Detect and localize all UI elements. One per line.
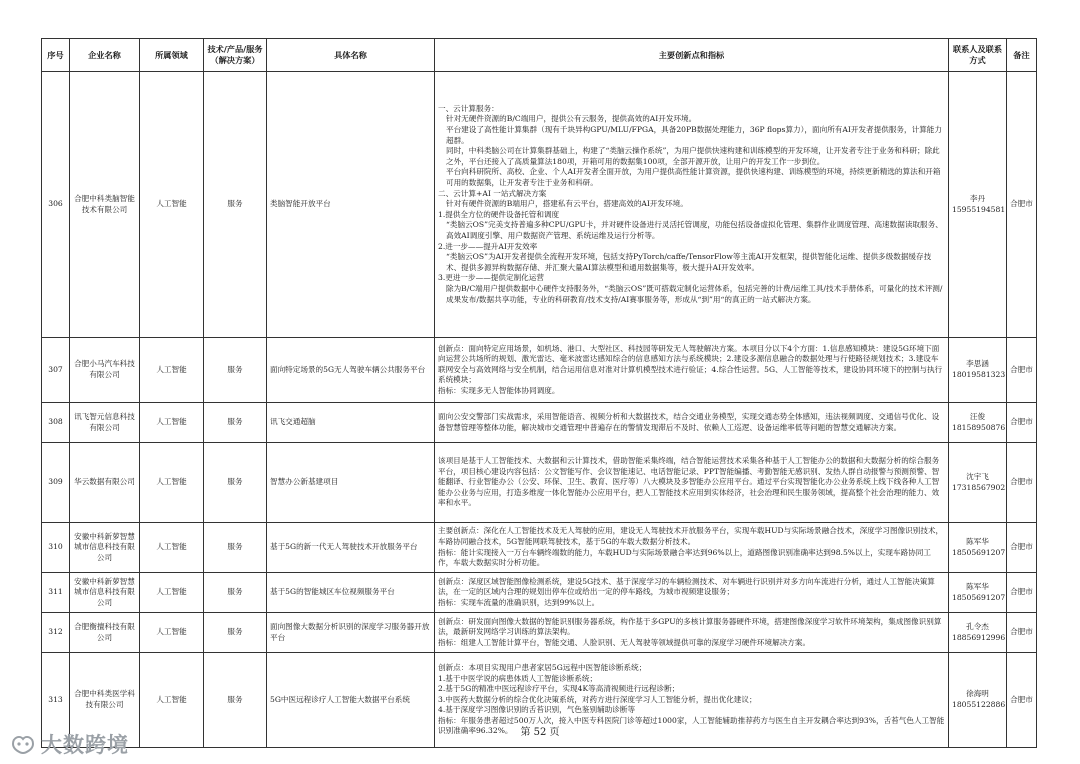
cell-contact — [949, 573, 1007, 613]
detail-line: 指标：实现车流量的准确识别，达到99%以上。 — [438, 597, 600, 607]
cell-name: 基于5G的新一代无人驾驶技术开放服务平台 — [267, 523, 435, 573]
cell-detail — [435, 72, 949, 338]
contact-person: 李思涵 — [966, 359, 989, 369]
cell-note: 合肥市 — [1007, 72, 1037, 338]
cell-no: 308 — [42, 403, 70, 443]
detail-line: 主要创新点：深化在人工智能技术及无人驾驶的应用，建设无人驾驶技术开放服务平台，实现车载HUD与实际场景融合技术，深度学习图像识别技术，车路协同融合技术，5G智能网联驾驶技术，基于5G的车载大数据分析技术。 — [438, 526, 944, 546]
cell-detail — [435, 403, 949, 443]
header-detail: 主要创新点和指标 — [435, 39, 949, 72]
table-row — [42, 443, 1037, 523]
cell-no: 312 — [42, 613, 70, 653]
cell-field: 人工智能 — [140, 338, 204, 403]
contact-phone: 15955194581 — [952, 204, 1006, 214]
table-header-row — [42, 39, 1037, 72]
detail-line: 一、云计算服务： — [438, 103, 499, 113]
page-number: 第 52 页 — [520, 727, 560, 738]
detail-line: 4.基于深度学习图像识别的舌苔识别，气色鉴别辅助诊断等 — [438, 705, 636, 715]
cell-field: 人工智能 — [140, 613, 204, 653]
contact-phone: 18505691207 — [952, 592, 1006, 602]
watermark — [10, 729, 129, 759]
contact-phone: 18019581323 — [952, 370, 1006, 379]
detail-line: 指标：能计实现接入一万台车辆终端数的能力，车载HUD与实际场景融合率达到96%以上，道路图像识别准确率达到98.5%以上，实现车路协同工作，车载大数据实时分析功能。 — [438, 547, 931, 568]
header-name: 具体名称 — [267, 39, 435, 72]
cell-detail — [435, 523, 949, 573]
detail-line: 3.中医药大数据分析的综合优化决策系统，对药方进行深度学习人工智能分析，提出优化建议； — [438, 694, 757, 704]
cell-note: 合肥市 — [1007, 338, 1037, 403]
cell-field: 人工智能 — [140, 653, 204, 748]
cell-company: 华云数据有限公司 — [70, 443, 140, 523]
contact-phone: 18856912996 — [952, 632, 1006, 642]
detail-line: 1.提供全方位的硬件设备托管和调度 — [438, 209, 560, 219]
detail-line: 2.基于5G的精准中医远程诊疗平台，实现4K等高清视频进行远程诊断； — [438, 684, 680, 694]
cell-type: 服务 — [204, 573, 267, 613]
detail-line: 该项目是基于人工智能技术、大数据和云计算技术，借助智能采集终端，结合智能运营技术采集各种基于人工智能办公的数据和大数据分析的综合服务平台，项目核心建设内容包括：公文智能写作、会议智能速记、电话智能记录、PPT智能编播、考勤智能无感识别、发热人群自动报警与预测预警、智能翻译、行业智能办公（公安、环保、卫生、教育、医疗等）八大模块及多智能办公应用平台。通过平台实现智能化办公业务系统上线下线各种人工智能办公业务与应用，打造多维度一体化智能办公应用平台，把人工智能技术应用到实体经济，社会治理和民生服务领域，提高整个社会治理的能力、效率和水平。 — [438, 456, 940, 508]
watermark-logo-icon — [10, 733, 36, 755]
cell-no: 309 — [42, 443, 70, 523]
cell-name: 面向图像大数据分析识别的深度学习服务器开放平台 — [267, 613, 435, 653]
detail-line: 1.基于中医学说的病患体质人工智能诊断系统； — [438, 673, 598, 683]
detail-line: 创新点：本项目实现用户患者家居5G远程中医智能诊断系统； — [438, 662, 647, 672]
contact-person: 孔令杰 — [966, 621, 989, 631]
contact-phone: 18158950876 — [952, 422, 1006, 432]
table-row — [42, 72, 1037, 338]
cell-no: 310 — [42, 523, 70, 573]
cell-field: 人工智能 — [140, 573, 204, 613]
detail-line: 除为B/C端用户提供数据中心硬件支持服务外，“类脑云OS”既可搭载定制化运营体系，包括完善的计费/运维工具/技术手册体系，可量化的技术评测/成果发布/数据共享功能，专业的科研教育/技术支持/AI赛事服务等，形成从“到”用“的真正的一站式解决方案。 — [446, 283, 943, 304]
cell-type: 服务 — [204, 443, 267, 523]
header-contact: 联系人及联系方式 — [949, 39, 1007, 72]
table-row — [42, 573, 1037, 613]
detail-line: “类脑云OS”为AI开发者提供全流程开发环境，包括支持PyTorch/caffe/TensorFlow等主流AI开发框架，提供智能化运维、提供多级数据缓存技术、提供多源异构数据存储、并汇聚大量AI算法模型和通用数据集等，极大提升AI开发效率。 — [446, 252, 932, 272]
cell-contact — [949, 443, 1007, 523]
enterprise-table — [41, 38, 1037, 748]
cell-name: 讯飞交通超脑 — [267, 403, 435, 443]
cell-type: 服务 — [204, 403, 267, 443]
table-row — [42, 523, 1037, 573]
detail-line: 针对有硬件资源的B端用户，搭建私有云平台，搭建高效的AI开发环境。 — [446, 199, 688, 209]
cell-company: 合肥中科类医学科技有限公司 — [70, 653, 140, 748]
contact-person: 李丹 — [969, 193, 986, 203]
cell-name: 智慧办公新基建项目 — [267, 443, 435, 523]
cell-note: 合肥市 — [1007, 443, 1037, 523]
detail-line: 创新点：研发面向图像大数据的智能识别服务器系统，构作基于多GPU的多核计算服务器硬件环境，搭建图像深度学习软件环境架构，集成图像识别算法，最新研发网络学习训练的算法架构。 — [438, 616, 942, 637]
watermark-text: 大数跨境 — [41, 733, 129, 757]
cell-note: 合肥市 — [1007, 613, 1037, 653]
cell-note: 合肥市 — [1007, 523, 1037, 573]
cell-field: 人工智能 — [140, 403, 204, 443]
cell-name: 基于5G的智能城区车位视频服务平台 — [267, 573, 435, 613]
table-row — [42, 338, 1037, 403]
cell-type: 服务 — [204, 653, 267, 748]
cell-company: 安徽中科新萝智慧城市信息科技有限公司 — [70, 573, 140, 613]
cell-contact — [949, 403, 1007, 443]
cell-detail — [435, 613, 949, 653]
cell-contact — [949, 72, 1007, 338]
contact-phone: 18505691207 — [952, 547, 1006, 557]
cell-contact — [949, 613, 1007, 653]
cell-note: 合肥市 — [1007, 653, 1037, 748]
table-body — [42, 72, 1037, 748]
table-row — [42, 403, 1037, 443]
detail-line: 面向公安交警部门实战需求，采用智能语音、视频分析和大数据技术，结合交通业务模型，实现交通态势全体感知，违法视频调度、交通信号优化、设备智慧管理等整体功能，解决城市交通管理中普遍存在的警情发现滞后不及时、依赖人工巡逻、设备运维率低等问题的智慧交通解决方案。 — [438, 411, 940, 432]
detail-line: 针对无硬件资源的B/C端用户，提供公有云服务，提供高效的AI开发环境。 — [446, 114, 697, 124]
cell-name: 面向特定场景的5G无人驾驶车辆公共服务平台 — [267, 338, 435, 403]
cell-field: 人工智能 — [140, 523, 204, 573]
cell-detail — [435, 573, 949, 613]
header-field: 所属领域 — [140, 39, 204, 72]
detail-line: 创新点：面向特定应用场景，如机场、港口、大型社区、科技园等研发无人驾驶解决方案。本项目分以下4个方面：1.信息感知模块：建设5G环境下面向运营公共场所的规划、激光雷达、毫米波雷达感知综合的信息感知方法与系统模块；2.建设多源信息融合的数据处理与行使路径规划技术；3.建设车联网安全与高效网络与安全机制，结合运用信息对准对计算机模型技术进行验证；4.综合性运营。5G、人工智能等技术，建设协同环境下的控制与执行系统模块； — [438, 343, 943, 385]
cell-contact — [949, 523, 1007, 573]
detail-line: 平台建设了高性能计算集群（现有千块异构GPU/MLU/FPGA，具备20PB数据处理能力，36P flops算力），面向所有AI开发者提供服务，计算能力超群。 — [446, 125, 942, 145]
contact-person: 沈宇飞 — [966, 471, 989, 481]
contact-person: 陈军华 — [966, 581, 989, 591]
detail-line: 2.进一步——提升AI开发效率 — [438, 241, 538, 251]
detail-line: “类脑云OS”完美支持普遍多种CPU/GPU卡，并对硬件设备进行灵活托管调度，功能包括设备虚拟化管理、集群作业调度管理、高速数据读取服务、高效AI调度引擎、用户数据资产管理、系统运维及运行分析等。 — [446, 220, 943, 240]
cell-note: 合肥市 — [1007, 573, 1037, 613]
cell-company: 安徽中科新萝智慧城市信息科技有限公司 — [70, 523, 140, 573]
cell-contact — [949, 338, 1007, 403]
cell-company: 合肥小马汽车科技有限公司 — [70, 338, 140, 403]
cell-field: 人工智能 — [140, 443, 204, 523]
header-company: 企业名称 — [70, 39, 140, 72]
detail-line: 平台向科研院所、高校、企业、个人AI开发者全面开放，为用户提供高性能计算资源，提供快速构建、训练模型的环境，持续更新精选的算法和开箱可用的数据集，让开发者专注于业务和科研。 — [446, 167, 941, 188]
cell-detail — [435, 443, 949, 523]
cell-name: 5G中医远程诊疗人工智能大数据平台系统 — [267, 653, 435, 748]
header-note: 备注 — [1007, 39, 1037, 72]
detail-line: 创新点：深度区域智能图像检测系统，建设5G技术、基于深度学习的车辆检测技术、对车辆进行识别并对多方向车流进行分析，通过人工智能决策算法，在一定的区域内合理的规划出停车位或给出一定的停车路线，为城市视频建设服务； — [438, 576, 935, 597]
cell-type: 服务 — [204, 72, 267, 338]
cell-type: 服务 — [204, 338, 267, 403]
cell-name: 类脑智能开放平台 — [267, 72, 435, 338]
detail-line: 指标：实现多无人智能体协同调度。 — [438, 385, 560, 395]
header-no: 序号 — [42, 39, 70, 72]
cell-company: 合肥衡擅科技有限公司 — [70, 613, 140, 653]
cell-type: 服务 — [204, 613, 267, 653]
header-type: 技术/产品/服务（解决方案） — [204, 39, 267, 72]
detail-line: 指标：年服务患者超过500万人次，接入中医专科医院门诊等超过1000家，人工智能辅助推荐药方与医生自主开发耦合率达到93%，舌苔气色人工智能识别准确率96.32%。 — [438, 715, 945, 736]
cell-company: 合肥中科类脑智能技术有限公司 — [70, 72, 140, 338]
contact-person: 汪俊 — [969, 411, 986, 421]
cell-no: 307 — [42, 338, 70, 403]
cell-no: 311 — [42, 573, 70, 613]
cell-type: 服务 — [204, 523, 267, 573]
cell-no: 313 — [42, 653, 70, 748]
cell-company: 讯飞智元信息科技有限公司 — [70, 403, 140, 443]
cell-detail — [435, 338, 949, 403]
contact-person: 徐海明 — [966, 689, 989, 699]
detail-line: 同时，中科类脑公司在计算集群基础上，构建了“类脑云操作系统”，为用户提供快速构建和训练模型的开发环境，让开发者专注于业务和科研；除此之外，平台还接入了高质量算法180项，开箱可用的数据集100项，全部开源开放，让用户的开发工作一步到位。 — [446, 146, 940, 166]
cell-no: 306 — [42, 72, 70, 338]
table-row — [42, 613, 1037, 653]
detail-line: 3.更进一步——提供定制化运营 — [438, 273, 544, 283]
cell-field: 人工智能 — [140, 72, 204, 338]
detail-line: 指标：组建人工智能计算平台，智能交通、人脸识别、无人驾驶等领域提供可靠的深度学习硬件环境解决方案。 — [438, 637, 811, 647]
cell-note: 合肥市 — [1007, 403, 1037, 443]
contact-person: 陈军华 — [966, 536, 989, 546]
contact-phone: 17318567902 — [952, 482, 1006, 492]
contact-phone: 18055122886 — [952, 700, 1006, 709]
detail-line: 二、云计算+AI 一站式解决方案 — [438, 188, 547, 198]
